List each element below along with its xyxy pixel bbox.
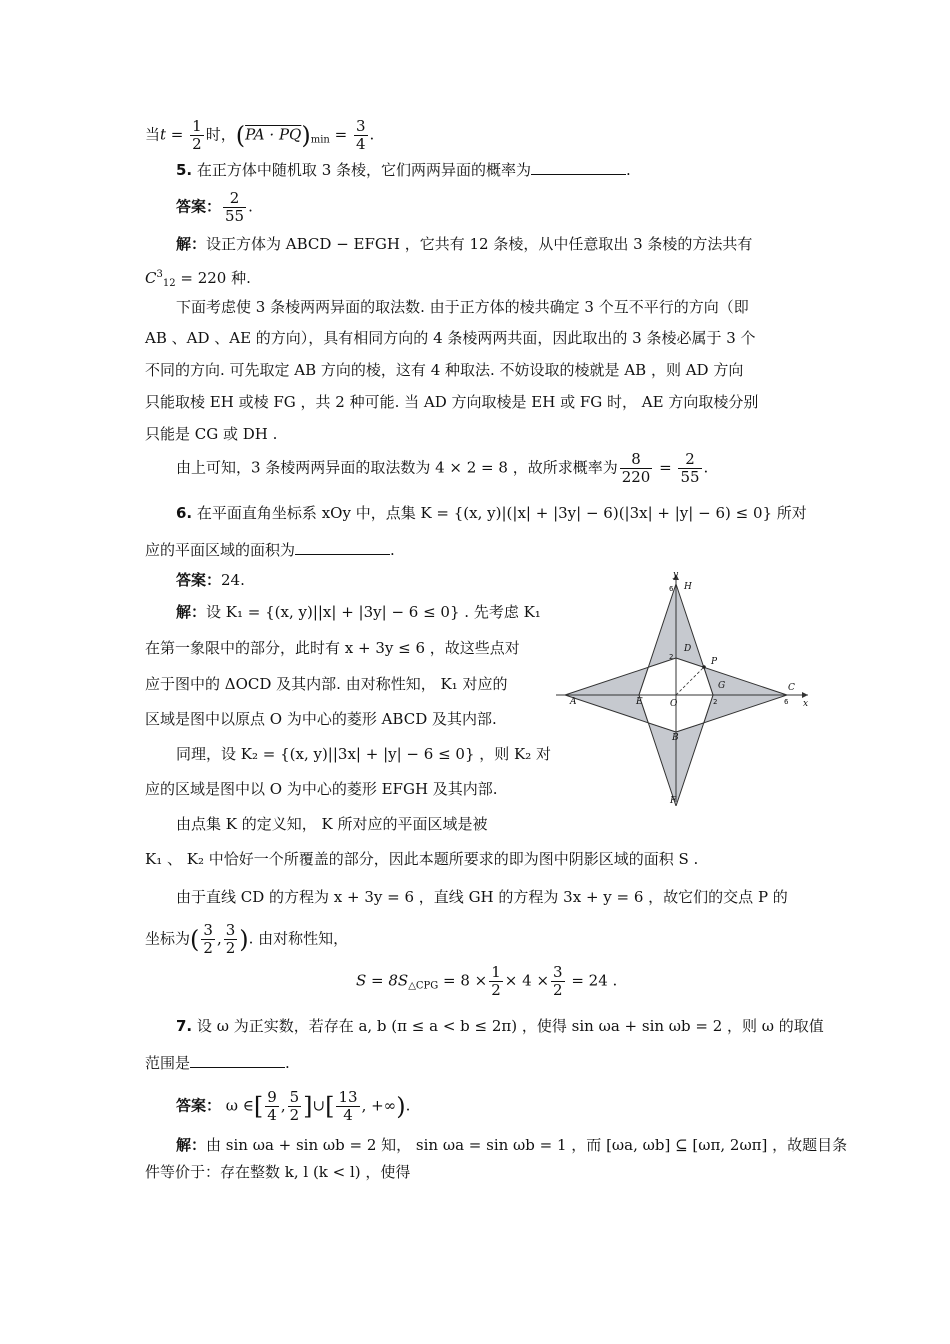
tick-2-y: 2 [669, 653, 674, 661]
solution-label: 解： [176, 603, 207, 621]
solution-7-line2: 件等价于：存在整数 k, l (k < l) ，使得 [145, 1163, 411, 1181]
question-6-line2: 应的平面区域的面积为 . [145, 541, 395, 559]
question-text: 在平面直角坐标系 xOy 中，点集 K = {(x, y)|(|x| + |3y| − 6)(|3x| + |y| − 6) ≤ 0} 所对 [196, 504, 807, 522]
answer-label: 答案： [176, 571, 222, 589]
question-number: 6. [176, 504, 193, 522]
text: 当 [145, 125, 161, 144]
math: t = [160, 125, 189, 144]
label-C: C [788, 683, 795, 693]
tick-2-x: 2 [713, 698, 718, 706]
question-6 [176, 503, 807, 523]
answer-value: $\frac{2}{55}$ [225, 189, 245, 225]
answer-blank [190, 1053, 285, 1068]
solution-6-formula: $S = 8S_{\triangle CPG} = 8$ × $\frac{1}{2}$ × 4 × $\frac{3}{2}$ = 24 . [356, 963, 618, 999]
solution-5-line4: AB 、AD 、AE 的方向），具有相同方向的 4 条棱两两共面，因此取出的 3 条棱必属于 3 个 [145, 329, 756, 347]
question-text: 在正方体中随机取 3 条棱，它们两两异面的概率为 [196, 161, 532, 179]
label-B: B [672, 733, 679, 743]
label-P: P [711, 657, 718, 667]
answer-blank [531, 160, 626, 175]
question-5: 5. 在正方体中随机取 3 条棱，它们两两异面的概率为 . [176, 161, 631, 179]
solution-6-line2: 在第一象限中的部分，此时有 x + 3y ≤ 6 ，故这些点对 [145, 639, 520, 657]
label-x: x [803, 699, 809, 709]
answer-label: 答案： [176, 1096, 222, 1115]
label-G: G [718, 681, 726, 691]
solution-6-line1: 解：设 K₁ = {(x, y)||x| + |3y| − 6 ≤ 0} . 先考虑 K₁ [176, 603, 541, 621]
answer-value: 24. [221, 571, 245, 589]
solution-6-line8: K₁ 、 K₂ 中恰好一个所覆盖的部分，因此本题所要求的即为图中阴影区域的面积 S . [145, 850, 699, 868]
label-E: E [636, 697, 643, 707]
answer-blank [295, 540, 390, 555]
text: 时， [205, 125, 236, 144]
label-F: F [670, 796, 677, 806]
answer-6 [176, 570, 245, 590]
x-axis-arrow [802, 692, 808, 698]
intro-line: 当t = $\frac{1}{2}$ 时，$(PA \cdot PQ)_{min}$ = $\frac{3}{4}$ . [145, 117, 375, 153]
tick-6-right: 6 [784, 698, 789, 706]
subscript: min [310, 134, 330, 146]
solution-label: 解： [176, 235, 207, 253]
solution-6-line9: 由于直线 CD 的方程为 x + 3y = 6 ，直线 GH 的方程为 3x + y = 6 ，故它们的交点 P 的 [176, 888, 788, 906]
fraction: $\frac{3}{4}$ [355, 117, 366, 153]
label-y: y [673, 570, 679, 580]
solution-5-line3: 下面考虑使 3 条棱两两异面的取法数. 由于正方体的棱共确定 3 个互不平行的方向（即 [176, 298, 749, 316]
answer-label: 答案： [176, 197, 222, 216]
solution-6-line3: 应于图中的 ΔOCD 及其内部. 由对称性知， K₁ 对应的 [145, 675, 508, 693]
vector-expr: PA · PQ [245, 125, 302, 144]
question-number: 5. [176, 161, 193, 179]
question-7-line2: 范围是 . [145, 1054, 290, 1072]
question-text: 设 ω 为正实数，若存在 a, b (π ≤ a < b ≤ 2π) ，使得 sin ωa + sin ωb = 2 ，则 ω 的取值 [196, 1017, 824, 1035]
solution-5-line8: 由上可知，3 条棱两两异面的取法数为 4 × 2 = 8 ，故所求概率为 $\frac{8}{220}$ = $\frac{2}{55}$ . [176, 450, 709, 486]
label-O: O [670, 699, 678, 709]
solution-5-line7: 只能是 CG 或 DH . [145, 425, 278, 443]
solution-6-line4: 区域是图中以原点 O 为中心的菱形 ABCD 及其内部. [145, 710, 497, 728]
point-P [702, 665, 706, 669]
solution-7-line1: 解：由 sin ωa + sin ωb = 2 知， sin ωa = sin ωb = 1 ，而 [ωa, ωb] ⊆ [ωπ, 2ωπ] ，故题目条 [176, 1136, 848, 1154]
question-7 [176, 1016, 824, 1036]
answer-7: 答案： ω ∈[ $\frac{9}{4}$ , $\frac{5}{2}$ ]∪[ $\frac{13}{4}$ , +∞). [176, 1088, 411, 1124]
tick-6-top: 6 [669, 585, 674, 593]
solution-6-line5: 同理，设 K₂ = {(x, y)||3x| + |y| − 6 ≤ 0} ，则 K₂ 对 [176, 745, 552, 763]
label-A: A [570, 697, 577, 707]
solution-5-line2: $C3_{12} = 220$ 种. [145, 269, 251, 289]
fraction: $\frac{1}{2}$ [192, 117, 202, 153]
answer-5: 答案： $\frac{2}{55}$ . [176, 189, 253, 225]
solution-5-line5: 不同的方向. 可先取定 AB 方向的棱，这有 4 种取法. 不妨设取的棱就是 AB ，则 AD 方向 [145, 361, 744, 379]
question-number: 7. [176, 1017, 193, 1035]
solution-5-line1: 解：设正方体为 ABCD − EFGH ，它共有 12 条棱，从中任意取出 3 条棱的方法共有 [176, 235, 753, 253]
star-region-figure [556, 570, 812, 806]
solution-6-line6: 应的区域是图中以 O 为中心的菱形 EFGH 及其内部. [145, 780, 498, 798]
solution-5-line6: 只能取棱 EH 或棱 FG ，共 2 种可能. 当 AD 方向取棱是 EH 或 FG 时， AE 方向取棱分别 [145, 393, 759, 411]
solution-6-line10: 坐标为( $\frac{3}{2}$ , $\frac{3}{2}$ ). 由对称性知， [145, 921, 349, 957]
solution-label: 解： [176, 1136, 207, 1154]
label-D: D [684, 644, 692, 654]
solution-6-line7: 由点集 K 的定义知， K 所对应的平面区域是被 [176, 815, 488, 833]
label-H: H [684, 582, 692, 592]
